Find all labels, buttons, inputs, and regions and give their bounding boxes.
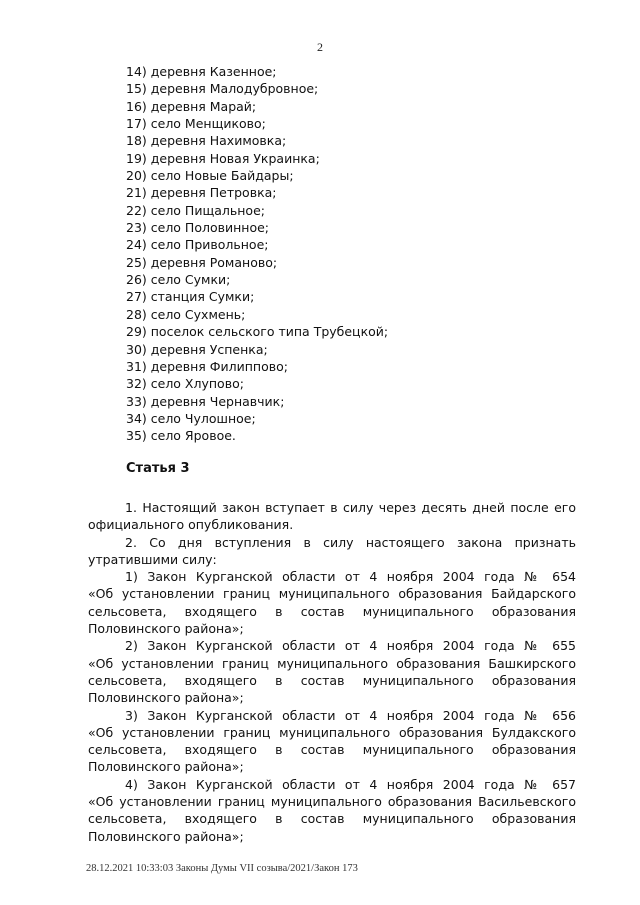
list-item: 30) деревня Успенка;	[126, 341, 268, 357]
repealed-law-1-title: «Об установлении границ муниципального образования Байдарского сельсовета, входящего в состав муниципального образования Половинского района»;	[88, 586, 576, 637]
list-item: 17) село Менщиково;	[126, 116, 266, 132]
list-item: 31) деревня Филиппово;	[126, 358, 288, 374]
list-item: 27) станция Сумки;	[126, 289, 255, 305]
repealed-law-4-title: «Об установлении границ муниципального образования Васильевского сельсовета, входящего в состав муниципального образования Половинского района»;	[88, 794, 576, 844]
list-item: 18) деревня Нахимовка;	[126, 133, 287, 149]
article-heading: Статья 3	[126, 461, 190, 476]
list-item: 20) село Новые Байдары;	[126, 168, 294, 184]
list-item: 32) село Хлупово;	[126, 376, 244, 392]
list-item: 14) деревня Казенное;	[126, 64, 277, 79]
list-item: 35) село Яровое.	[126, 428, 236, 444]
list-item: 23) село Половинное;	[126, 220, 269, 236]
list-item: 25) деревня Романово;	[126, 254, 278, 270]
paragraph-2-continuation: утратившими силу:	[88, 551, 217, 567]
repealed-law-2-first-line: 2) Закон Курганской области от 4 ноября 2004 года № 655	[125, 638, 576, 654]
paragraph-1: 1. Настоящий закон вступает в силу через десять дней после его официального опубликования.	[88, 500, 576, 533]
repealed-law-3-first-line: 3) Закон Курганской области от 4 ноября 2004 года № 656	[125, 707, 576, 723]
list-item: 34) село Чулошное;	[126, 410, 256, 426]
list-item: 21) деревня Петровка;	[126, 185, 277, 201]
repealed-law-4-first-line: 4) Закон Курганской области от 4 ноября 2004 года № 657	[125, 776, 576, 792]
list-item: 19) деревня Новая Украинка;	[126, 150, 320, 166]
article-body	[88, 499, 576, 845]
list-item: 22) село Пищальное;	[126, 202, 265, 218]
list-item: 15) деревня Малодубровное;	[126, 81, 319, 97]
list-item: 28) село Сухмень;	[126, 306, 246, 322]
repealed-law-3-title: «Об установлении границ муниципального образования Булдакского сельсовета, входящего в состав муниципального образования Половинского района»;	[88, 724, 576, 775]
list-item: 33) деревня Чернавчик;	[126, 393, 285, 409]
repealed-law-2-title: «Об установлении границ муниципального образования Башкирского сельсовета, входящего в состав муниципального образования Половинского района»;	[88, 655, 576, 706]
page-number: 2	[317, 40, 323, 54]
footer-stamp: 28.12.2021 10:33:03 Законы Думы VII созыва/2021/Закон 173	[86, 863, 358, 874]
list-item: 16) деревня Марай;	[126, 98, 257, 114]
settlement-list	[126, 63, 388, 445]
list-item: 24) село Привольное;	[126, 237, 269, 253]
list-item: 26) село Сумки;	[126, 272, 231, 288]
repealed-law-1-first-line: 1) Закон Курганской области от 4 ноября 2004 года № 654	[125, 569, 576, 585]
list-item: 29) поселок сельского типа Трубецкой;	[126, 324, 389, 340]
paragraph-2-first-line: 2. Со дня вступления в силу настоящего закона признать	[125, 534, 576, 550]
